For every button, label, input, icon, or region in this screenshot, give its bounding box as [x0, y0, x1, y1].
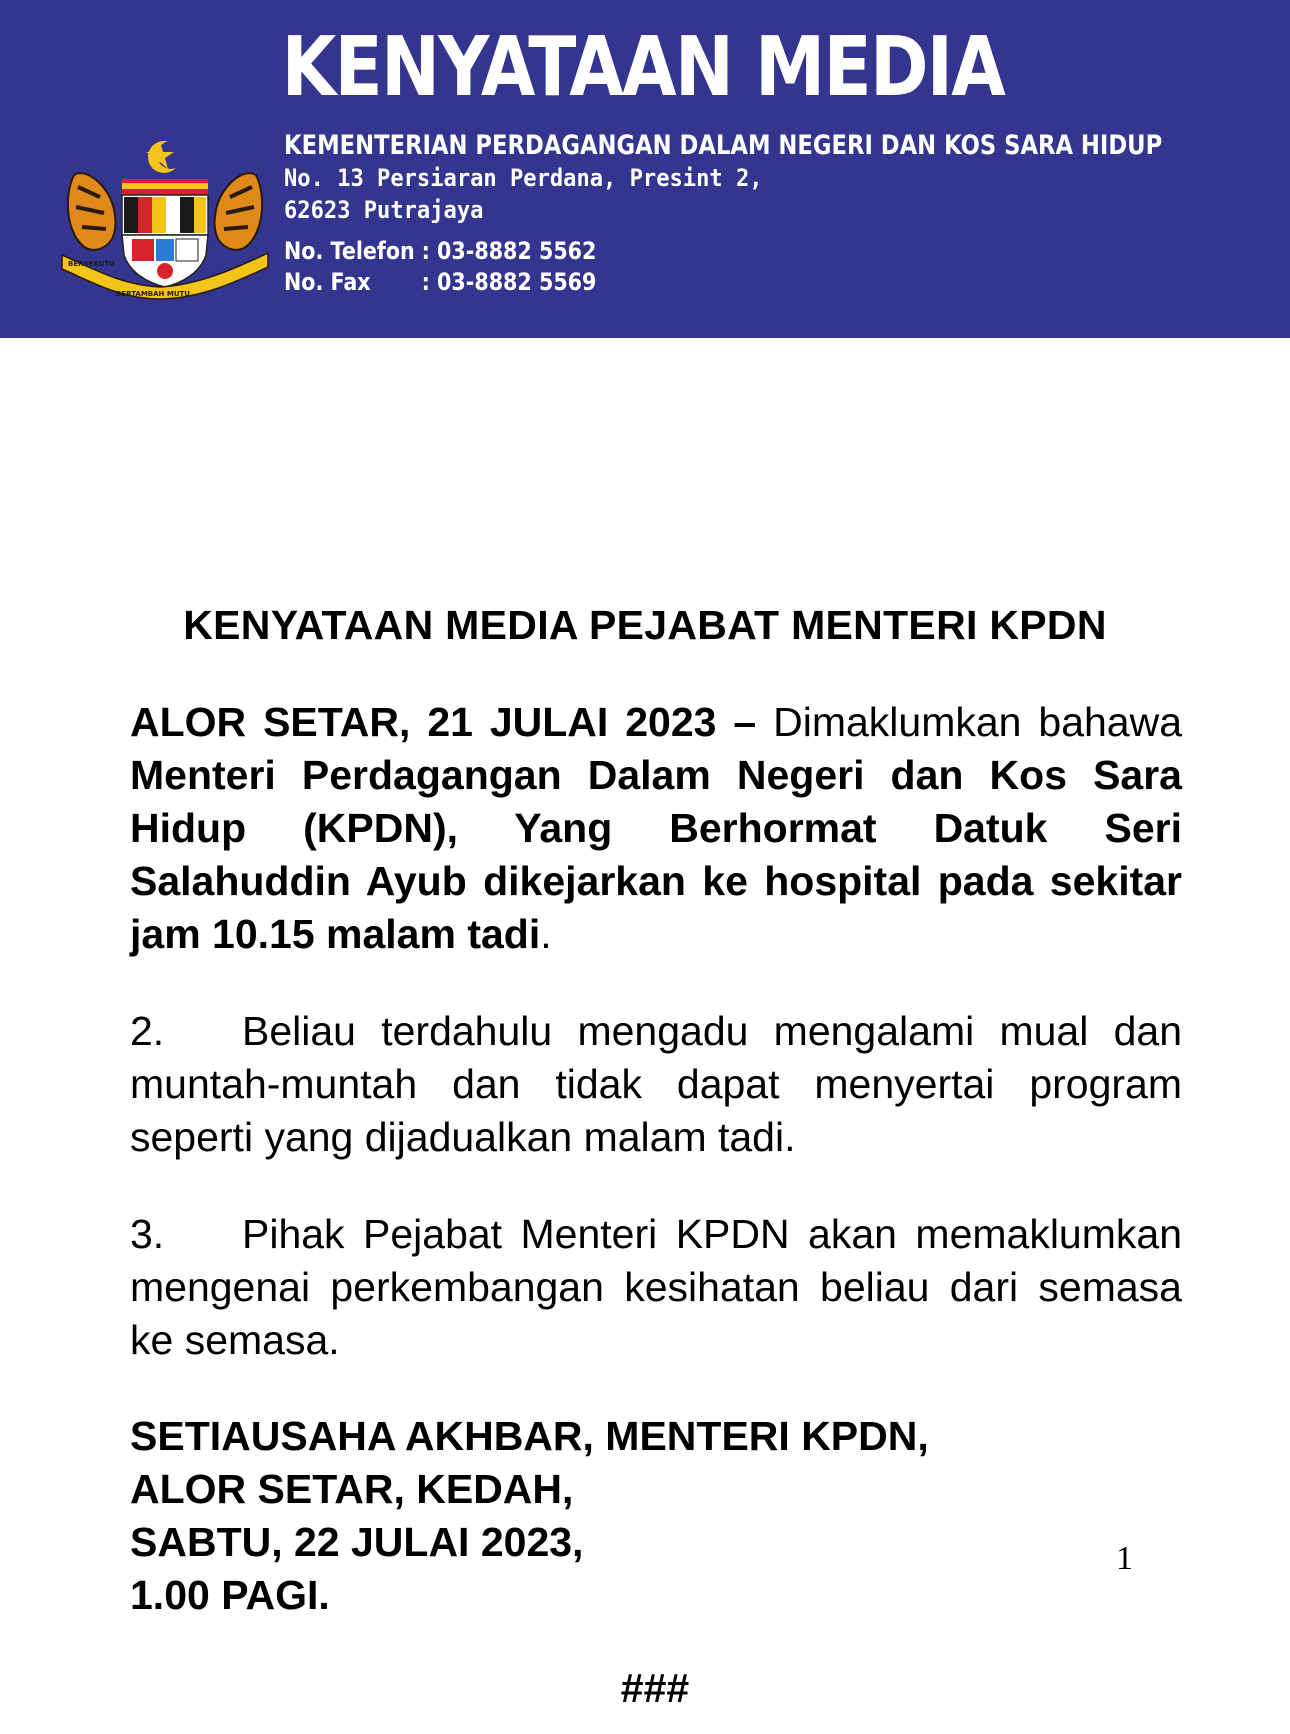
signature-line-1: SETIAUSAHA AKHBAR, MENTERI KPDN,: [130, 1413, 929, 1459]
page-number: 1: [1116, 1540, 1133, 1577]
paragraph-3-text: Pihak Pejabat Menteri KPDN akan memaklumkan mengenai perkembangan kesihatan beliau dari semasa ke semasa.: [130, 1211, 1182, 1363]
signature-line-4: 1.00 PAGI.: [130, 1572, 330, 1618]
signature-line-3: SABTU, 22 JULAI 2023,: [130, 1519, 584, 1565]
paragraph-1-intro: Dimaklumkan bahawa: [756, 699, 1183, 745]
end-mark: ###: [620, 1665, 690, 1711]
fax-row: [284, 267, 596, 298]
phone-value: : 03-8882 5562: [421, 237, 597, 265]
phone-label: No. Telefon: [284, 237, 415, 265]
crest-motto-bottom: BERTAMBAH MUTU: [116, 290, 190, 298]
fax-value: : 03-8882 5569: [421, 268, 597, 296]
paragraph-2-text: Beliau terdahulu mengadu mengalami mual dan muntah-muntah dan tidak dapat menyertai program seperti yang dijadualkan malam tadi.: [130, 1008, 1182, 1160]
fax-label: No. Fax: [284, 268, 371, 296]
paragraph-3: [130, 1208, 1182, 1367]
header-banner: [0, 0, 1290, 338]
address-line-2: 62623 Putrajaya: [284, 196, 484, 224]
ministry-address: [284, 162, 763, 226]
ministry-name: KEMENTERIAN PERDAGANGAN DALAM NEGERI DAN KOS SARA HIDUP: [284, 130, 1163, 161]
paragraph-3-number: 3.: [130, 1211, 165, 1257]
header-title: KENYATAAN MEDIA: [281, 20, 1005, 115]
phone-row: [284, 236, 596, 267]
paragraph-1-bold: Menteri Perdagangan Dalam Negeri dan Kos Sara Hidup (KPDN), Yang Berhormat Datuk Seri Salahuddin Ayub dikejarkan ke hospital pada sekitar jam 10.15 malam tadi: [130, 752, 1182, 957]
address-line-1: No. 13 Persiaran Perdana, Presint 2,: [284, 164, 763, 192]
signature-line-2: ALOR SETAR, KEDAH,: [130, 1466, 574, 1512]
malaysia-coat-of-arms-icon: [60, 135, 270, 300]
document-title: KENYATAAN MEDIA PEJABAT MENTERI KPDN: [183, 602, 1107, 648]
paragraph-1: [130, 696, 1182, 961]
signature-block: [130, 1410, 929, 1622]
paragraph-2: [130, 1005, 1182, 1164]
crest-motto-left: BERSEKUTU: [68, 260, 115, 268]
paragraph-2-number: 2.: [130, 1008, 165, 1054]
dateline: ALOR SETAR, 21 JULAI 2023 –: [130, 699, 757, 745]
contact-info: [284, 236, 596, 298]
paragraph-1-end: .: [540, 911, 552, 957]
